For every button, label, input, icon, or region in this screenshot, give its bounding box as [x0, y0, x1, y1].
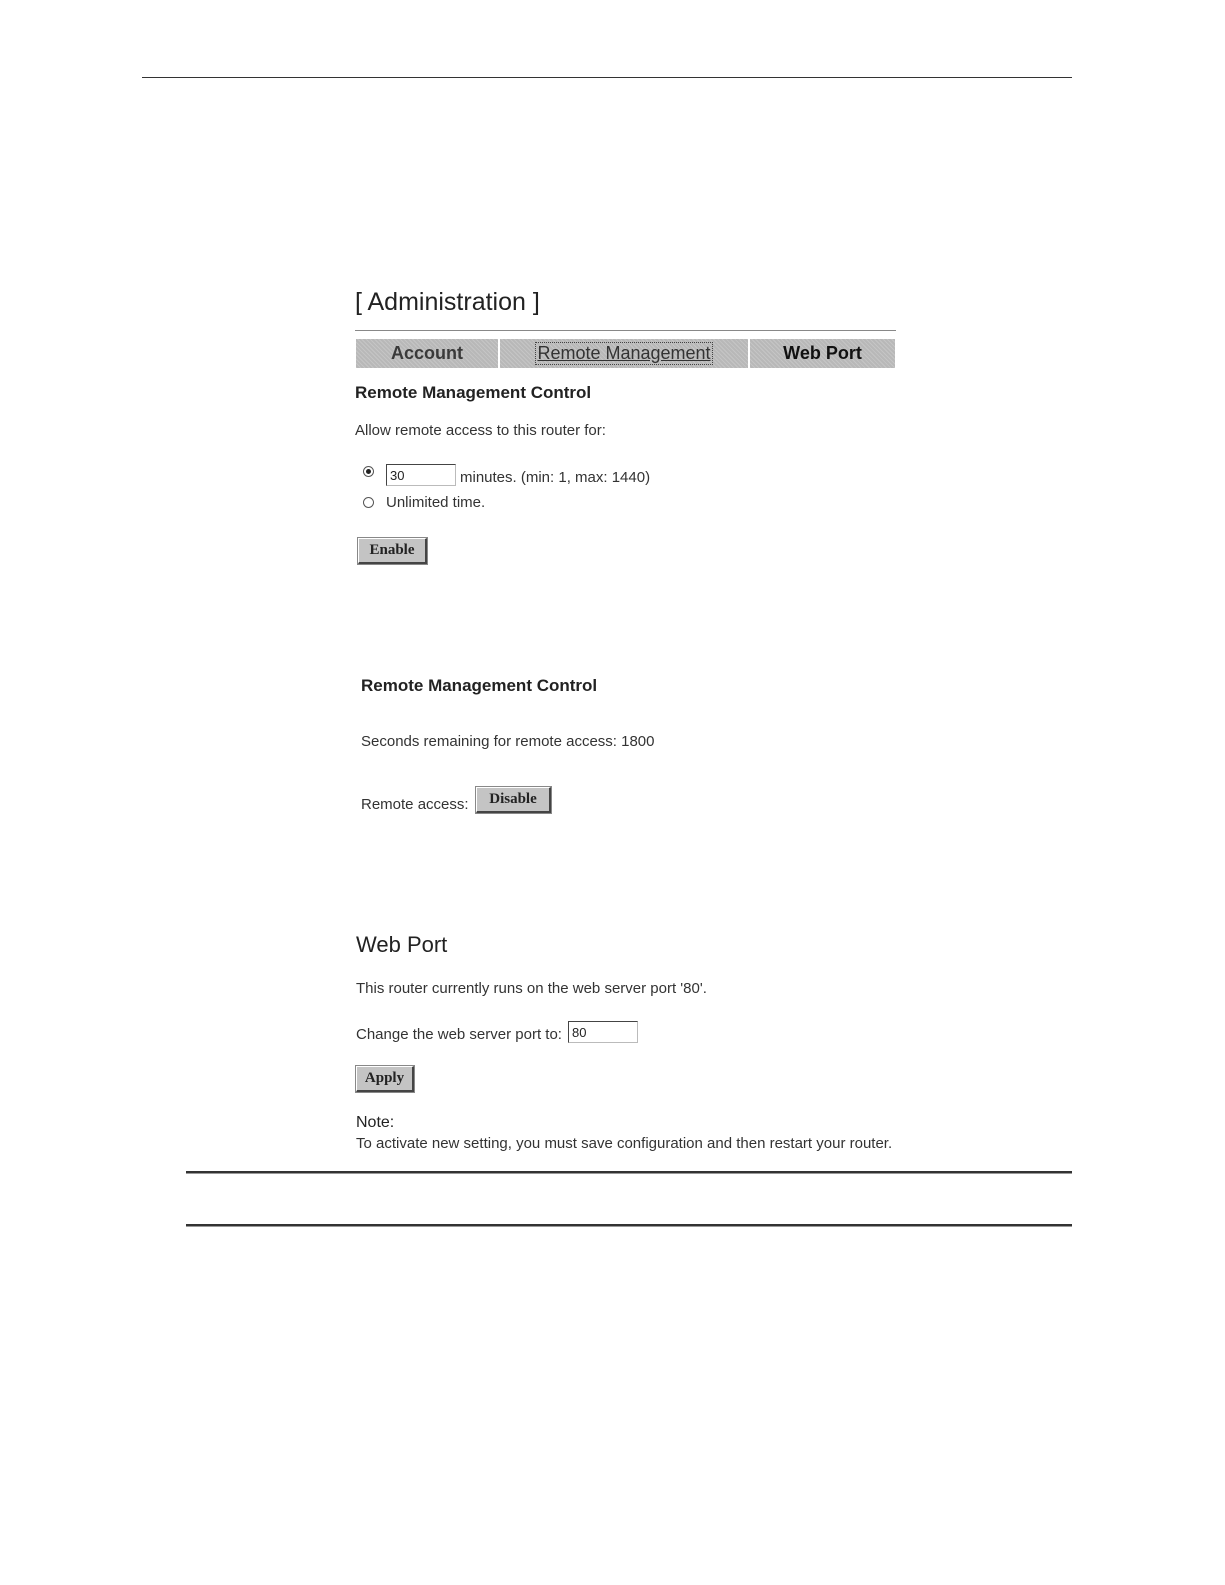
minutes-radio[interactable]	[363, 466, 374, 477]
web-port-input[interactable]	[568, 1021, 638, 1043]
tab-bar	[356, 339, 895, 368]
footer-divider-top	[186, 1171, 1072, 1174]
tab-remote-management[interactable]	[500, 339, 748, 368]
title-underline	[355, 330, 896, 331]
tab-remote-management-label: Remote Management	[537, 343, 711, 363]
page-title: [ Administration ]	[355, 288, 540, 316]
remote-control-heading: Remote Management Control	[355, 383, 592, 402]
remote-control-status-heading: Remote Management Control	[361, 676, 598, 695]
enable-button[interactable]: Enable	[358, 538, 427, 564]
top-divider	[142, 77, 1072, 78]
minutes-label: minutes. (min: 1, max: 1440)	[460, 469, 651, 486]
remote-access-label: Remote access:	[361, 796, 469, 813]
tab-account[interactable]: Account	[356, 339, 498, 368]
web-port-change-label: Change the web server port to:	[356, 1026, 562, 1043]
footer-divider-bottom	[186, 1224, 1072, 1227]
disable-button[interactable]: Disable	[476, 787, 551, 813]
remote-access-intro: Allow remote access to this router for:	[355, 422, 606, 439]
apply-button[interactable]: Apply	[356, 1066, 414, 1092]
seconds-remaining-text: Seconds remaining for remote access: 1800	[361, 733, 655, 750]
note-label: Note:	[356, 1114, 395, 1131]
web-port-heading: Web Port	[356, 932, 448, 957]
tab-web-port[interactable]: Web Port	[750, 339, 895, 368]
unlimited-radio[interactable]	[363, 497, 374, 508]
note-text: To activate new setting, you must save configuration and then restart your router.	[356, 1135, 893, 1152]
unlimited-label: Unlimited time.	[386, 494, 486, 511]
minutes-input[interactable]	[386, 464, 456, 486]
web-port-current-text: This router currently runs on the web server port '80'.	[356, 980, 707, 997]
